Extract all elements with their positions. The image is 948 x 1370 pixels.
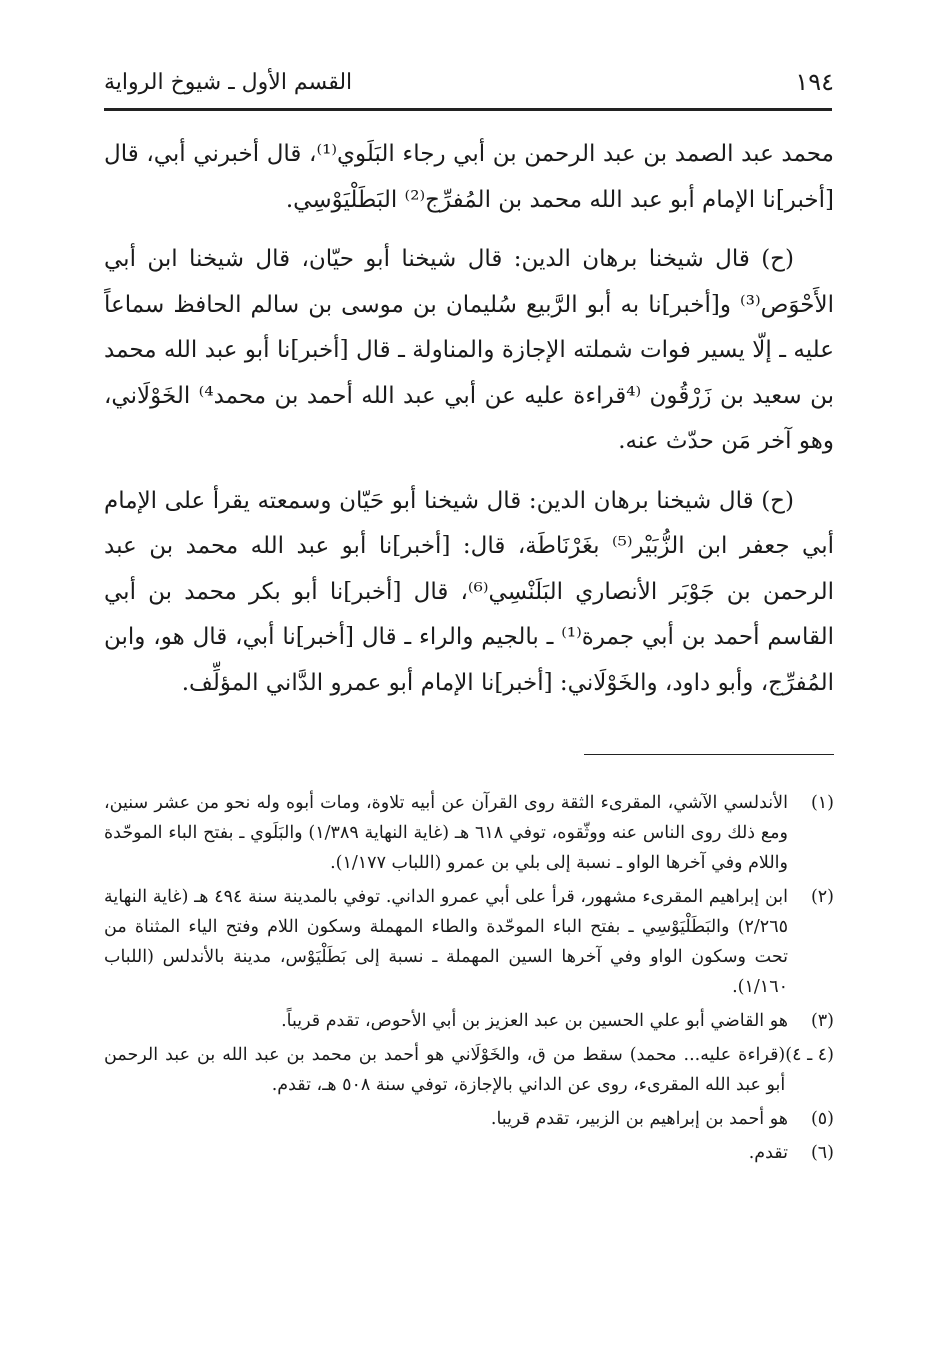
footnote — [104, 882, 834, 1002]
running-header — [104, 62, 834, 102]
footnote-number: (١) — [810, 793, 834, 813]
footnote-separator — [584, 754, 834, 755]
footnote-text: الأندلسي الآشي، المقرىء الثقة روى القرآن عن أبيه تلاوة، ومات أبوه وله نحو من عشر سنين، ومع ذلك روى الناس عنه ووثّقوه، توفي ٦١٨ هـ (غاية النهاية ١/٣٨٩) والبَلَوي ـ بفتح الباء الموحّدة واللام وفي آخرها الواو ـ نسبة إلى بلي بن عمرو (اللباب ١/١٧٧). — [104, 793, 789, 873]
footnote — [104, 1104, 834, 1134]
footnote-text: (قراءة عليه... محمد) سقط من ق، والخَوْلَاني هو أحمد بن محمد بن عبد الله بن عبد الرحمن أبو عبد الله المقرىء، روى عن الداني بالإجازة، توفي سنة ٥٠٨ هـ، تقدم. — [104, 1045, 786, 1095]
footnote-number: (٣) — [810, 1011, 834, 1031]
footnote — [104, 1040, 834, 1100]
paragraph: محمد عبد الصمد بن عبد الرحمن بن أبي رجاء البَلَوي⁽¹⁾، قال أخبرني أبي، قال [أخبر]نا الإمام أبو عبد الله محمد بن المُفرِّج⁽²⁾ البَطَلْيَوْسِي. — [104, 141, 834, 213]
footnote — [104, 1006, 834, 1036]
section-title: القسم الأول ـ شيوخ الرواية — [104, 69, 353, 95]
footnote — [104, 788, 834, 878]
footnote-number: (٥) — [810, 1109, 834, 1129]
footnotes — [104, 788, 834, 1172]
paragraph: (ح) قال شيخنا برهان الدين: قال شيخنا أبو حيّان، قال شيخنا ابن أبي الأَحْوَص⁽³⁾ و[أخبر]نا به أبو الرَّبيع سُليمان بن موسى بن سالم الحافظ سماعاً عليه ـ إلّا يسير فوات شملته الإجازة والمناولة ـ قال [أخبر]نا أبو عبد الله محمد بن سعيد بن زَرْقُون ⁽⁴قراءة عليه عن أبي عبد الله أحمد بن محمد⁴⁾ الخَوْلَاني، وهو آخر مَن حدّث عنه. — [104, 246, 835, 454]
footnote-number: (٤ ـ ٤) — [785, 1045, 834, 1065]
footnote — [104, 1138, 834, 1168]
footnote-text: تقدم. — [748, 1143, 788, 1163]
footnote-text: ابن إبراهيم المقرىء مشهور، قرأ على أبي عمرو الداني. توفي بالمدينة سنة ٤٩٤ هـ (غاية النهاية ٢/٢٦٥) والبَطَلْيَوْسِي ـ بفتح الباء الموحّدة والطاء المهملة وسكون اللام وفتح الياء المثناة من تحت وسكون الواو وفي آخرها السين المهملة ـ نسبة إلى بَطَلْيَوْس، مدينة بالأندلس (اللباب ١/١٦٠). — [104, 887, 788, 997]
page-number: ١٩٤ — [795, 68, 834, 96]
header-rule — [104, 108, 832, 111]
footnote-number: (٢) — [810, 887, 834, 907]
footnote-text: هو القاضي أبو علي الحسين بن عبد العزيز بن أبي الأحوص، تقدم قريباً. — [281, 1011, 788, 1031]
footnote-text: هو أحمد بن إبراهيم بن الزبير، تقدم قريبا. — [490, 1109, 788, 1129]
footnote-number: (٦) — [810, 1143, 834, 1163]
main-text — [104, 132, 834, 720]
paragraph: (ح) قال شيخنا برهان الدين: قال شيخنا أبو حَيّان وسمعته يقرأ على الإمام أبي جعفر ابن الزُّبَيْر⁽⁵⁾ بغَرْنَاطَة، قال: [أخبر]نا أبو عبد الله محمد بن عبد الرحمن بن جَوْبَر الأنصاري البَلَنْسِي⁽⁶⁾، قال [أخبر]نا أبو بكر محمد بن أبي القاسم أحمد بن أبي جمرة⁽¹⁾ ـ بالجيم والراء ـ قال [أخبر]نا أبي، قال هو، وابن المُفرِّج، وأبو داود، والخَوْلَاني: [أخبر]نا الإمام أبو عمرو الدَّاني المؤلِّف. — [104, 487, 834, 696]
